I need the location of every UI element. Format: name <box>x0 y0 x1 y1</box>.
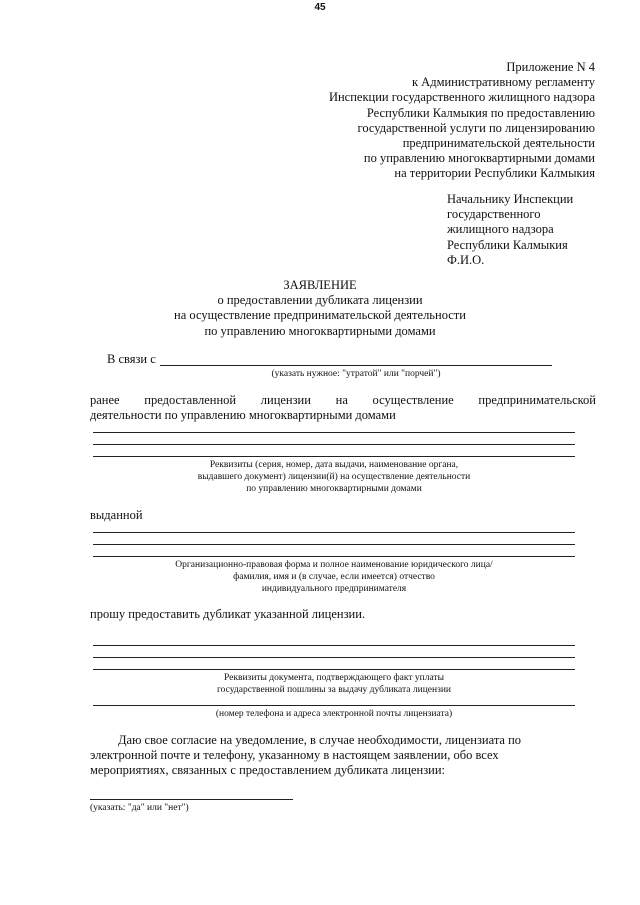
caption-line: выдавшего документ) лицензии(й) на осуществление деятельности <box>197 472 471 482</box>
organization-line[interactable] <box>93 544 575 545</box>
reason-hint: (указать нужное: "утратой" или "порчей") <box>271 369 441 379</box>
addressee-line: Ф.И.О. <box>447 252 485 267</box>
addressee-line: жилищного надзора <box>447 222 554 237</box>
payment-details-line[interactable] <box>93 657 575 658</box>
organization-line[interactable] <box>93 556 575 557</box>
appendix-line: предпринимательской деятельности <box>402 136 595 151</box>
title-subtitle-line: по управлению многоквартирными домами <box>204 323 436 338</box>
license-details-caption <box>93 459 575 495</box>
consent-line: мероприятиях, связанных с предоставлением дубликата лицензии: <box>90 763 445 777</box>
appendix-header <box>329 60 595 182</box>
caption-line: Организационно-правовая форма и полное наименование юридического лица/ <box>175 560 493 570</box>
title-subtitle-line: на осуществление предпринимательской деятельности <box>174 308 466 323</box>
contacts-caption: (номер телефона и адреса электронной почты лицензиата) <box>215 709 453 719</box>
reason-prefix: В связи с <box>107 352 156 366</box>
appendix-line: Приложение N 4 <box>506 60 595 74</box>
license-details-line[interactable] <box>93 444 575 445</box>
consent-hint: (указать: "да" или "нет") <box>90 803 189 813</box>
addressee-line: Начальнику Инспекции <box>447 192 574 206</box>
appendix-line: Республики Калмыкия по предоставлению <box>366 105 595 120</box>
payment-details-line[interactable] <box>93 669 575 670</box>
contacts-line[interactable] <box>93 705 575 706</box>
request-text: прошу предоставить дубликат указанной лицензии. <box>90 607 366 621</box>
paragraph-line: ранее предоставленной лицензии на осуществление предпринимательской <box>90 393 596 407</box>
consent-line: электронной почте и телефону, указанному в настоящем заявлении, обо всех <box>90 748 499 762</box>
organization-line[interactable] <box>93 532 575 533</box>
addressee-line: Республики Калмыкия <box>447 237 568 252</box>
caption-line: государственной пошлины за выдачу дубликата лицензии <box>217 685 451 695</box>
license-details-line[interactable] <box>93 456 575 457</box>
paragraph-line: деятельности по управлению многоквартирными домами <box>90 408 396 422</box>
title-subtitle-line: о предоставлении дубликата лицензии <box>217 293 423 308</box>
caption-line: индивидуального предпринимателя <box>261 584 407 594</box>
organization-caption <box>93 559 575 595</box>
caption-line: Реквизиты документа, подтверждающего факт уплаты <box>224 673 444 683</box>
consent-answer-line[interactable] <box>90 799 293 800</box>
consent-line: Даю свое согласие на уведомление, в случае необходимости, лицензиата по <box>118 733 522 747</box>
payment-details-line[interactable] <box>93 645 575 646</box>
appendix-line: к Административному регламенту <box>411 75 595 90</box>
appendix-line: Инспекции государственного жилищного надзора <box>328 90 595 105</box>
caption-line: фамилия, имя и (в случае, если имеется) отчество <box>233 572 435 582</box>
document-title <box>0 278 640 339</box>
payment-details-caption <box>93 672 575 696</box>
addressee-line: государственного <box>447 207 541 222</box>
appendix-line: государственной услуги по лицензированию <box>357 120 595 135</box>
addressee-block <box>447 192 573 268</box>
reason-input-line[interactable] <box>160 365 552 366</box>
page-number: 45 <box>314 2 326 13</box>
caption-line: Реквизиты (серия, номер, дата выдачи, наименование органа, <box>209 460 459 470</box>
issued-label: выданной <box>90 508 143 522</box>
caption-line: по управлению многоквартирными домами <box>246 484 422 494</box>
appendix-line: на территории Республики Калмыкия <box>394 166 595 181</box>
appendix-line: по управлению многоквартирными домами <box>363 151 595 166</box>
license-details-line[interactable] <box>93 432 575 433</box>
title-heading: ЗАЯВЛЕНИЕ <box>283 278 357 292</box>
